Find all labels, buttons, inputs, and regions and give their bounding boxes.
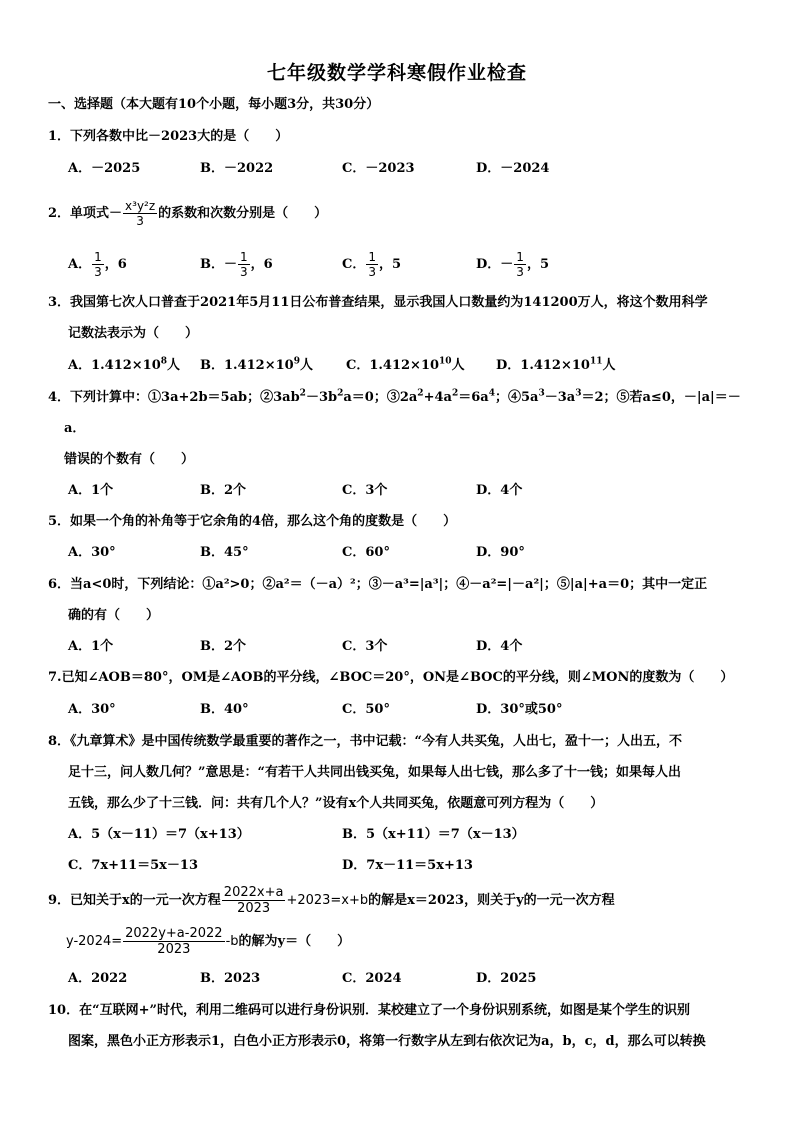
q7-option-b[interactable]: B．40° <box>200 702 249 717</box>
question-10-line-2: 图案，黑色小正方形表示1，白色小正方形表示0，将第一行数字从左到右依次记为a，b，c，d，那么可以转换 <box>68 1034 706 1049</box>
q2-option-b-label: B． <box>200 257 224 272</box>
q9-l2-text-c: 的解为y＝（ ） <box>238 934 351 949</box>
q2-c-den: 3 <box>368 265 376 279</box>
q3-a-exp: 8 <box>160 356 168 367</box>
q9-l2-fraction <box>123 927 224 956</box>
q4-part-g: －3a <box>544 390 576 405</box>
q2-d-sign: － <box>500 257 514 272</box>
q3-option-b[interactable] <box>200 357 313 375</box>
q4-part-h: ＝2；⑤若a≤0，－|a|＝－ <box>581 390 741 405</box>
q4-sup-3: 2 <box>417 388 424 399</box>
q2-option-b[interactable] <box>200 251 273 278</box>
q3-option-c[interactable] <box>346 357 465 375</box>
q2-a-num: 1 <box>94 250 102 264</box>
q5-option-b[interactable]: B．45° <box>200 545 249 560</box>
q2-option-c[interactable] <box>342 251 401 278</box>
q4-option-a[interactable]: A．1个 <box>68 483 114 498</box>
q9-option-d[interactable]: D．2025 <box>476 971 537 986</box>
q3-d-exp: 11 <box>589 356 603 367</box>
q9-option-c[interactable]: C．2024 <box>342 971 402 986</box>
q4-sup-1: 2 <box>299 388 306 399</box>
q9-l2-text-b: -b <box>225 934 239 949</box>
question-6-line-2: 确的有（ ） <box>68 608 160 623</box>
q3-b-exp: 9 <box>293 356 300 367</box>
question-8-line-2: 足十三，问人数几何？”意思是：“有若干人共同出钱买兔，如果每人出七钱，那么多了十一钱；如果每人出 <box>68 765 681 780</box>
q4-part-f: ；④5a <box>494 390 539 405</box>
q3-option-a[interactable] <box>68 357 180 375</box>
question-6-line-1: 6．当a<0时，下列结论：①a²>0；②a²＝（－a）²；③－a³=|a³|；④－a²=|－a²|；⑤|a|+a＝0；其中一定正 <box>48 577 708 592</box>
q2-fraction-numerator: x³y²z <box>125 199 156 213</box>
q4-part-b: －3b <box>305 390 338 405</box>
q2-option-d-label: D． <box>476 257 501 272</box>
q2-monomial-fraction <box>123 200 157 227</box>
q6-option-b[interactable]: B．2个 <box>200 639 247 654</box>
question-4-line-3: 错误的个数有（ ） <box>64 452 195 467</box>
q4-part-a: 4．下列计算中：①3a+2b＝5ab；②3ab <box>48 390 300 405</box>
q9-l1-text-b: +2023=x+b <box>286 893 369 908</box>
q3-d-label: D．1.412×10 <box>496 358 590 373</box>
q2-option-a[interactable] <box>68 251 127 278</box>
q4-option-d[interactable]: D．4个 <box>476 483 523 498</box>
q4-option-c[interactable]: C．3个 <box>342 483 388 498</box>
q3-d-tail: 人 <box>602 358 616 373</box>
q2-suffix: 的系数和次数分别是（ ） <box>158 206 328 221</box>
question-8-line-3: 五钱，那么少了十三钱．问：共有几个人？”设有x个人共同买兔，依题意可列方程为（ ） <box>68 796 604 811</box>
q2-d-den: 3 <box>516 265 524 279</box>
q9-l2-text-a: y-2024= <box>66 934 123 949</box>
question-1-stem: 1．下列各数中比－2023大的是（ ） <box>48 129 289 144</box>
question-5-stem: 5．如果一个角的补角等于它余角的4倍，那么这个角的度数是（ ） <box>48 514 457 529</box>
q4-part-e: ＝6a <box>458 390 489 405</box>
q3-c-label: C．1.412×10 <box>346 358 440 373</box>
q2-d-num: 1 <box>516 250 524 264</box>
q9-option-a[interactable]: A．2022 <box>68 971 128 986</box>
q2-fraction-denominator: 3 <box>136 214 144 228</box>
q3-b-tail: 人 <box>299 358 313 373</box>
q2-option-a-label: A． <box>68 257 92 272</box>
q3-a-label: A．1.412×10 <box>68 358 161 373</box>
q3-c-tail: 人 <box>451 358 465 373</box>
q2-b-den: 3 <box>240 265 248 279</box>
q6-option-a[interactable]: A．1个 <box>68 639 114 654</box>
question-9-line-1 <box>48 884 615 918</box>
q9-l1-text-a: 9．已知关于x的一元一次方程 <box>48 893 221 908</box>
q7-option-a[interactable]: A．30° <box>68 702 116 717</box>
q4-sup-7: 3 <box>575 388 582 399</box>
q2-a-den: 3 <box>94 265 102 279</box>
q6-option-c[interactable]: C．3个 <box>342 639 388 654</box>
q2-c-num: 1 <box>368 250 376 264</box>
q1-option-c[interactable]: C．－2023 <box>342 161 415 176</box>
q7-option-d[interactable]: D．30°或50° <box>476 702 563 717</box>
q2-prefix: 2．单项式－ <box>48 206 123 221</box>
question-10-line-1: 10．在“互联网+”时代，利用二维码可以进行身份识别．某校建立了一个身份识别系统，如图是某个学生的识别 <box>48 1003 690 1018</box>
q9-l2-den: 2023 <box>157 942 191 957</box>
q7-option-c[interactable]: C．50° <box>342 702 390 717</box>
q4-sup-2: 2 <box>337 388 344 399</box>
question-9-line-2 <box>66 925 350 959</box>
question-3-line-1: 3．我国第七次人口普查于2021年5月11日公布普查结果，显示我国人口数量约为141200万人，将这个数用科学 <box>48 295 708 310</box>
q5-option-d[interactable]: D．90° <box>476 545 525 560</box>
q5-option-a[interactable]: A．30° <box>68 545 116 560</box>
q9-option-b[interactable]: B．2023 <box>200 971 261 986</box>
q3-option-d[interactable] <box>496 357 616 375</box>
q2-b-num: 1 <box>240 250 248 264</box>
q4-part-d: +4a <box>423 390 452 405</box>
section-heading: 一、选择题（本大题有10个小题，每小题3分，共30分） <box>48 97 380 112</box>
q2-option-d[interactable] <box>476 251 549 278</box>
q9-l1-text-c: 的解是x＝2023，则关于y的一元一次方程 <box>368 893 615 908</box>
q4-sup-6: 3 <box>538 388 545 399</box>
q2-a-tail: ，6 <box>104 257 127 272</box>
question-8-line-1: 8．《九章算术》是中国传统数学最重要的著作之一，书中记载：“今有人共买兔，人出七，盈十一；人出五，不 <box>48 734 683 749</box>
q4-sup-4: 2 <box>451 388 459 399</box>
q9-l2-num: 2022y+a-2022 <box>125 926 223 941</box>
q1-option-a[interactable]: A．－2025 <box>68 161 141 176</box>
q2-b-tail: ，6 <box>250 257 273 272</box>
q2-c-tail: ，5 <box>379 257 402 272</box>
q4-part-c: a＝0；③2a <box>343 390 418 405</box>
q2-d-tail: ，5 <box>526 257 549 272</box>
q8-option-a[interactable]: A．5（x－11）＝7（x+13） <box>68 827 250 842</box>
question-4-line-1 <box>48 389 741 407</box>
q2-option-c-fraction <box>366 251 378 278</box>
q9-l1-fraction <box>222 886 286 915</box>
q2-b-sign: － <box>224 257 238 272</box>
question-3-line-2: 记数法表示为（ ） <box>68 326 199 341</box>
q4-option-b[interactable]: B．2个 <box>200 483 247 498</box>
q3-b-label: B．1.412×10 <box>200 358 294 373</box>
q1-option-b[interactable]: B．－2022 <box>200 161 274 176</box>
q9-l1-num: 2022x+a <box>223 885 284 900</box>
q2-option-d-fraction <box>514 251 526 278</box>
q1-option-d[interactable]: D．－2024 <box>476 161 550 176</box>
q8-option-b[interactable]: B．5（x+11）＝7（x－13） <box>342 827 525 842</box>
q4-sup-5: 4 <box>488 388 495 399</box>
q3-c-exp: 10 <box>439 356 452 367</box>
q3-a-tail: 人 <box>167 358 181 373</box>
q2-option-a-fraction <box>92 251 104 278</box>
question-7-stem: 7.已知∠AOB＝80°，OM是∠AOB的平分线，∠BOC＝20°，ON是∠BOC的平分线，则∠MON的度数为（ ） <box>48 670 734 685</box>
q2-option-b-fraction <box>238 251 250 278</box>
question-4-line-2: a． <box>64 421 86 436</box>
q8-option-d[interactable]: D．7x－11＝5x+13 <box>342 858 473 873</box>
question-2-stem <box>48 198 327 230</box>
q6-option-d[interactable]: D．4个 <box>476 639 523 654</box>
page-title: 七年级数学学科寒假作业检查 <box>266 62 527 84</box>
q8-option-c[interactable]: C．7x+11＝5x－13 <box>68 858 199 873</box>
q5-option-c[interactable]: C．60° <box>342 545 390 560</box>
q9-l1-den: 2023 <box>237 901 271 916</box>
q2-option-c-label: C． <box>342 257 366 272</box>
